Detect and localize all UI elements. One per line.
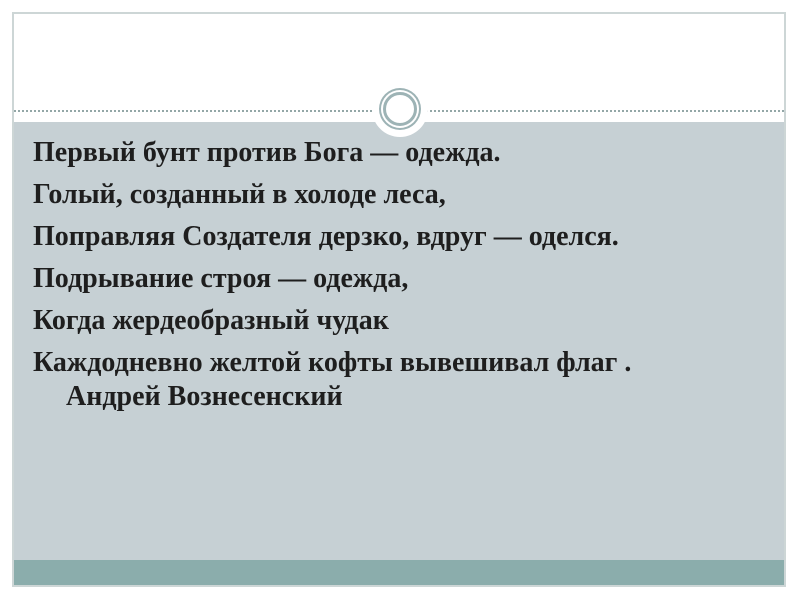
circle-ornament-icon [383,92,417,126]
poem-line: Первый бунт против Бога — одежда. [33,137,501,168]
poem-line: Когда жердеобразный чудак [33,305,389,336]
attribution-line: Андрей Вознесенский [66,381,343,412]
accent-bar [14,560,784,586]
poem-line: Подрывание строя — одежда, [33,263,409,294]
poem-text-block [33,136,763,414]
poem-line: Каждодневно желтой кофты вывешивал флаг . [33,347,632,378]
poem-line: Поправляя Создателя дерзко, вдруг — оделся. [33,221,619,252]
poem-line: Голый, созданный в холоде леса, [33,179,446,210]
